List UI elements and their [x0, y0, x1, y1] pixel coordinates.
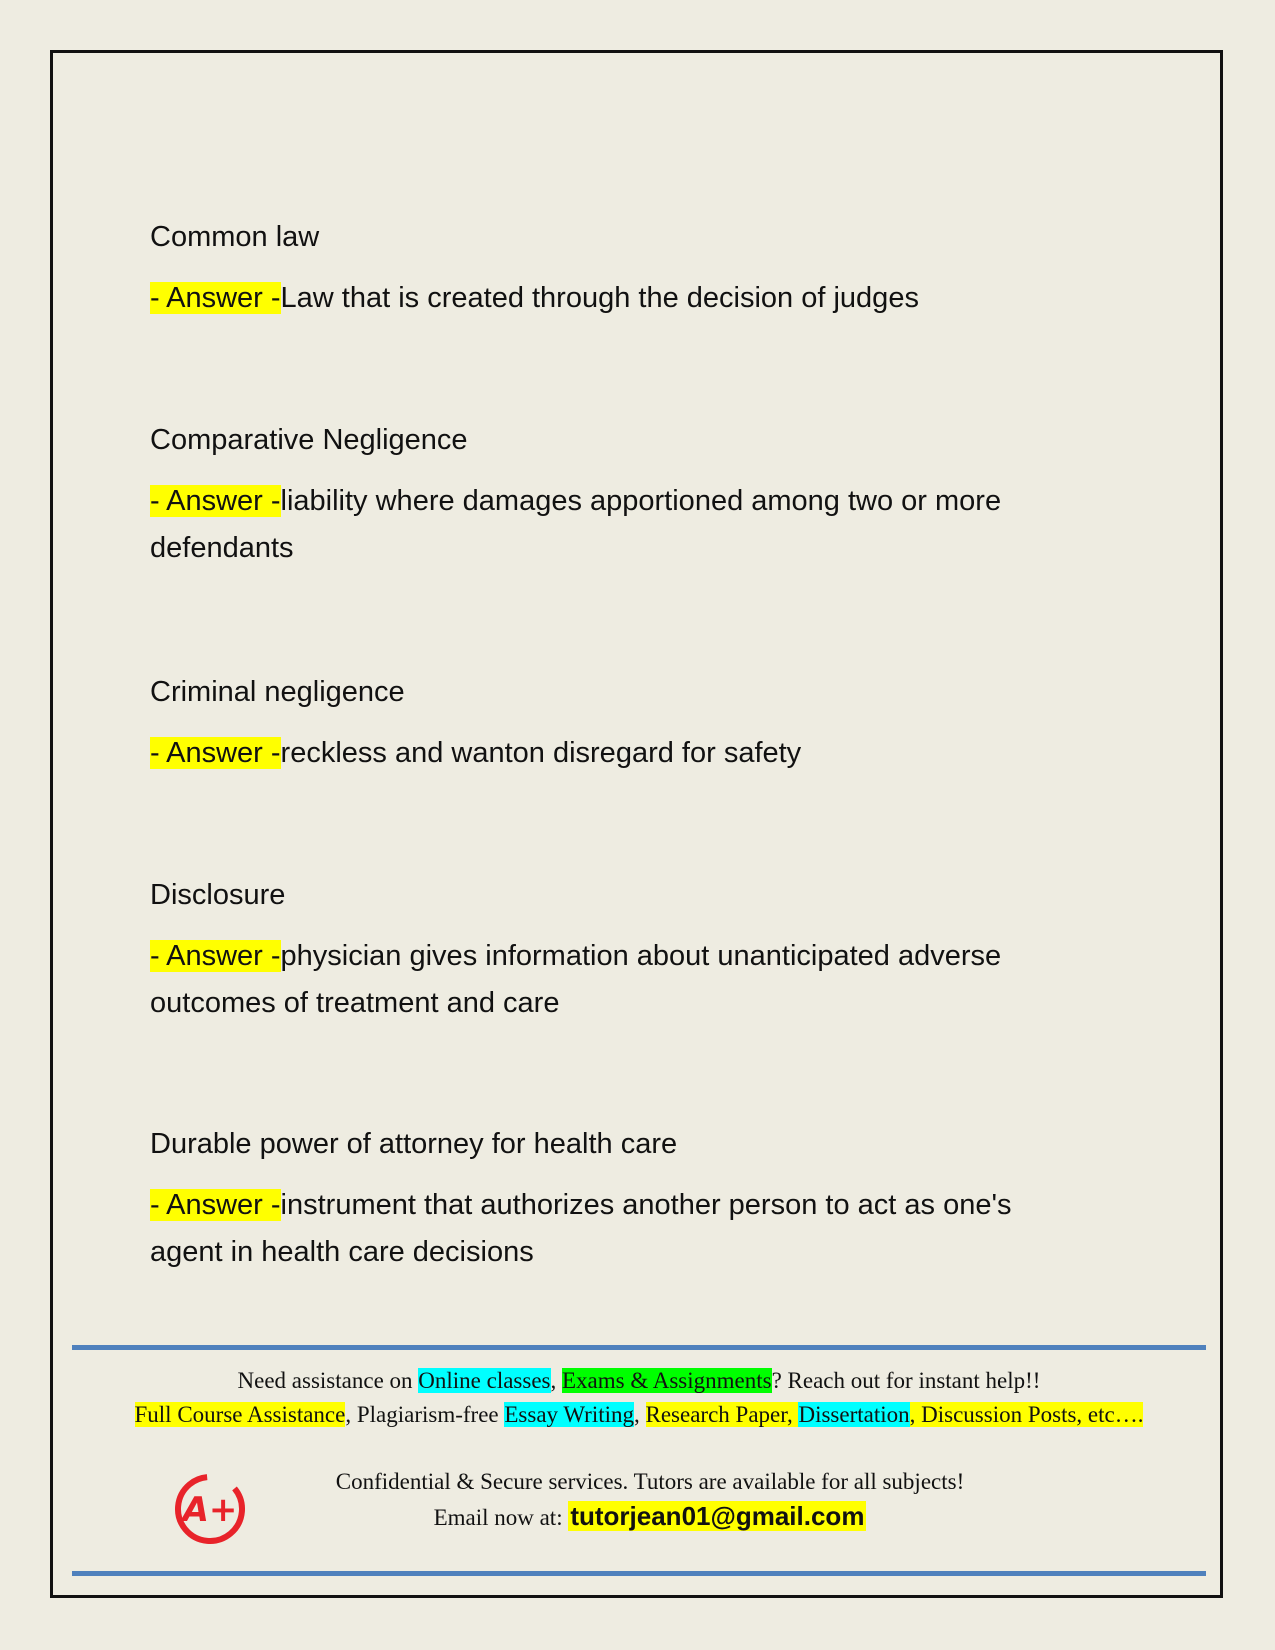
- answer: [150, 478, 1090, 572]
- footer-line-2: [72, 1399, 1206, 1431]
- answer: [150, 275, 1090, 322]
- term: Common law: [150, 221, 320, 253]
- answer-text: liability where damages apportioned among two or more defendants: [150, 485, 1002, 564]
- footer-text: , Plagiarism-free: [345, 1402, 505, 1427]
- term: Comparative Negligence: [150, 424, 468, 456]
- answer-text: instrument that authorizes another person to act as one's agent in health care decisions: [150, 1189, 1012, 1268]
- dissertation-link[interactable]: Dissertation: [798, 1402, 910, 1427]
- qa-item-durable-power-of-attorney: [150, 1124, 1090, 1276]
- online-classes-link[interactable]: Online classes: [418, 1368, 551, 1393]
- email-link[interactable]: tutorjean01@gmail.com: [570, 1501, 865, 1531]
- answer-label: - Answer -: [150, 940, 281, 972]
- answer: [150, 1182, 1090, 1276]
- term: Disclosure: [150, 879, 286, 911]
- term: Criminal negligence: [150, 676, 405, 708]
- footer-text: ? Reach out for instant help!!: [771, 1368, 1041, 1393]
- footer-line-1: [72, 1365, 1206, 1397]
- footer-line-4: [150, 1500, 1150, 1534]
- qa-item-common-law: [150, 217, 1090, 322]
- footer-text: Need assistance on: [237, 1368, 419, 1393]
- answer-text: reckless and wanton disregard for safety: [280, 737, 802, 769]
- footer-line-3: Confidential & Secure services. Tutors are available for all subjects!: [335, 1469, 965, 1494]
- footer-text: Email now at:: [433, 1505, 569, 1530]
- discussion-posts-link[interactable]: , Discussion Posts, etc….: [909, 1402, 1144, 1427]
- answer-text: Law that is created through the decision of judges: [280, 282, 919, 314]
- full-course-link[interactable]: Full Course Assistance: [134, 1402, 346, 1427]
- term: Durable power of attorney for health care: [150, 1128, 678, 1160]
- logo-text: A+: [182, 1490, 238, 1530]
- footer-rule-bottom: [72, 1571, 1206, 1576]
- answer: [150, 730, 1090, 777]
- essay-writing-link[interactable]: Essay Writing: [504, 1402, 634, 1427]
- answer-label: - Answer -: [150, 1189, 281, 1221]
- answer-text: physician gives information about unanticipated adverse outcomes of treatment and care: [150, 940, 1002, 1019]
- answer-label: - Answer -: [150, 737, 281, 769]
- qa-item-criminal-negligence: [150, 672, 1090, 777]
- qa-item-disclosure: [150, 875, 1090, 1027]
- answer-label: - Answer -: [150, 282, 281, 314]
- answer: [150, 933, 1090, 1027]
- qa-item-comparative-negligence: [150, 420, 1090, 572]
- footer-text: ,: [550, 1368, 562, 1393]
- footer-text: ,: [634, 1402, 646, 1427]
- research-paper-link[interactable]: Research Paper,: [645, 1402, 799, 1427]
- answer-label: - Answer -: [150, 485, 281, 517]
- footer-rule-top: [72, 1345, 1206, 1350]
- exams-assignments-link[interactable]: Exams & Assignments: [562, 1368, 772, 1393]
